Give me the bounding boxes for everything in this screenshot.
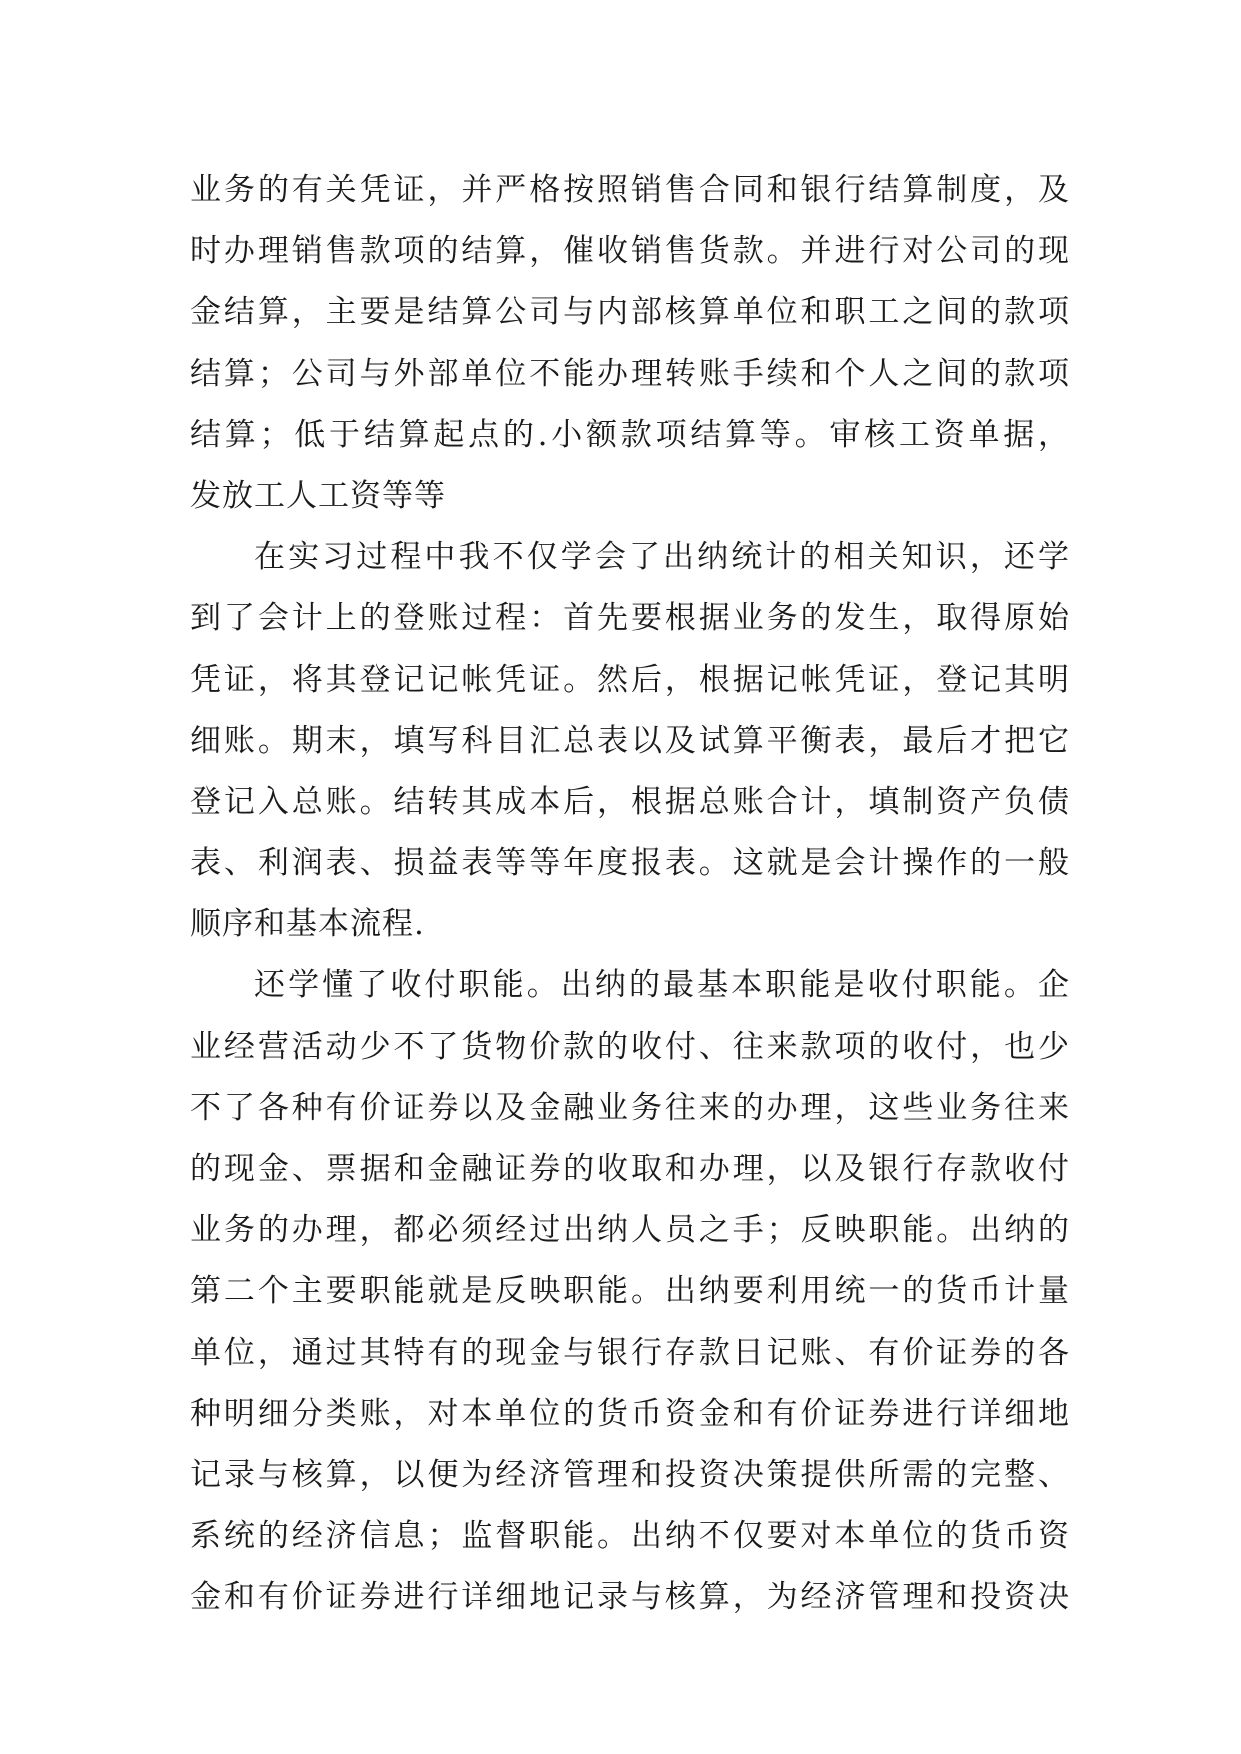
text-line: 还学懂了收付职能。出纳的最基本职能是收付职能。企 <box>254 967 1070 1004</box>
paragraph-2 <box>190 527 1070 955</box>
text-line: 业务的有关凭证，并严格按照销售合同和银行结算制度，及 <box>190 172 1070 208</box>
paragraph-3 <box>190 955 1070 1628</box>
text-line: 第二个主要职能就是反映职能。出纳要利用统一的货币计量 <box>190 1273 1070 1310</box>
text-line: 单位，通过其特有的现金与银行存款日记账、有价证券的各 <box>190 1334 1070 1371</box>
text-line: 表、利润表、损益表等等年度报表。这就是会计操作的一般 <box>190 845 1070 882</box>
text-line: 金和有价证券进行详细地记录与核算，为经济管理和投资决 <box>190 1579 1070 1616</box>
text-line: 结算；公司与外部单位不能办理转账手续和个人之间的款项 <box>190 355 1070 392</box>
text-line: 业务的办理，都必须经过出纳人员之手；反映职能。出纳的 <box>190 1212 1070 1249</box>
text-line: 发放工人工资等等 <box>190 477 446 514</box>
text-line: 金结算，主要是结算公司与内部核算单位和职工之间的款项 <box>190 294 1070 331</box>
text-line: 时办理销售款项的结算，催收销售货款。并进行对公司的现 <box>190 233 1070 270</box>
text-line: 的现金、票据和金融证券的收取和办理，以及银行存款收付 <box>190 1151 1070 1187</box>
text-line: 业经营活动少不了货物价款的收付、往来款项的收付，也少 <box>190 1028 1070 1065</box>
text-line: 顺序和基本流程. <box>190 906 425 943</box>
text-line: 种明细分类账，对本单位的货币资金和有价证券进行详细地 <box>190 1395 1070 1432</box>
text-line: 结算；低于结算起点的.小额款项结算等。审核工资单据， <box>190 416 1070 453</box>
text-line: 不了各种有价证券以及金融业务往来的办理，这些业务往来 <box>190 1089 1070 1126</box>
text-line: 记录与核算，以便为经济管理和投资决策提供所需的完整、 <box>190 1456 1070 1493</box>
text-line: 细账。期末，填写科目汇总表以及试算平衡表，最后才把它 <box>190 722 1070 759</box>
text-line: 到了会计上的登账过程：首先要根据业务的发生，取得原始 <box>190 600 1070 637</box>
text-line: 凭证，将其登记记帐凭证。然后，根据记帐凭证，登记其明 <box>190 661 1070 698</box>
paragraph-1 <box>190 160 1070 527</box>
body-text <box>190 160 1070 1629</box>
text-line: 登记入总账。结转其成本后，根据总账合计，填制资产负债 <box>190 783 1070 820</box>
text-line: 在实习过程中我不仅学会了出纳统计的相关知识，还学 <box>254 539 1070 576</box>
text-line: 系统的经济信息；监督职能。出纳不仅要对本单位的货币资 <box>190 1518 1070 1555</box>
